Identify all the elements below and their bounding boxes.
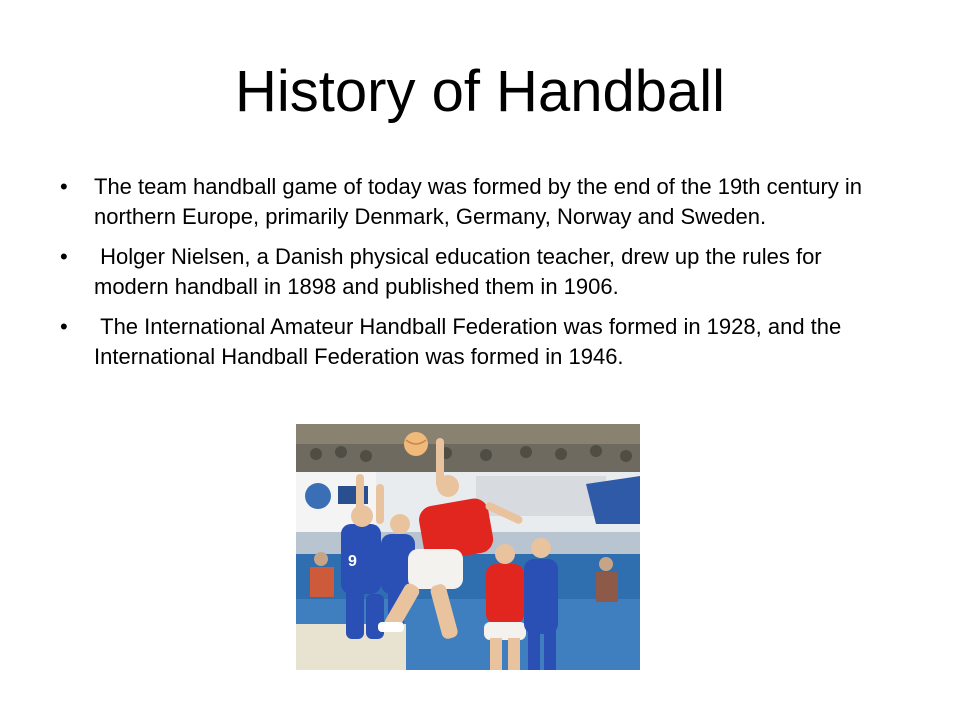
handball-photo (296, 424, 640, 670)
slide-title: History of Handball (235, 59, 725, 124)
bullet-item (58, 242, 888, 302)
bullet-icon: • (60, 174, 68, 199)
svg-text:9: 9 (348, 553, 357, 570)
bullet-item (58, 312, 888, 372)
handball-photo-illustration (296, 424, 640, 670)
bullet-item (58, 172, 888, 232)
bullet-text: Holger Nielsen, a Danish physical education teacher, drew up the rules for modern handball in 1898 and published them in 1906. (94, 244, 828, 299)
bullet-text: The International Amateur Handball Federation was formed in 1928, and the International Handball Federation was formed in 1946. (94, 314, 848, 369)
bullet-list (58, 172, 888, 382)
bullet-icon: • (60, 314, 68, 339)
bullet-icon: • (60, 244, 68, 269)
bullet-text: The team handball game of today was formed by the end of the 19th century in northern Europe, primarily Denmark, Germany, Norway and Sweden. (94, 174, 863, 229)
